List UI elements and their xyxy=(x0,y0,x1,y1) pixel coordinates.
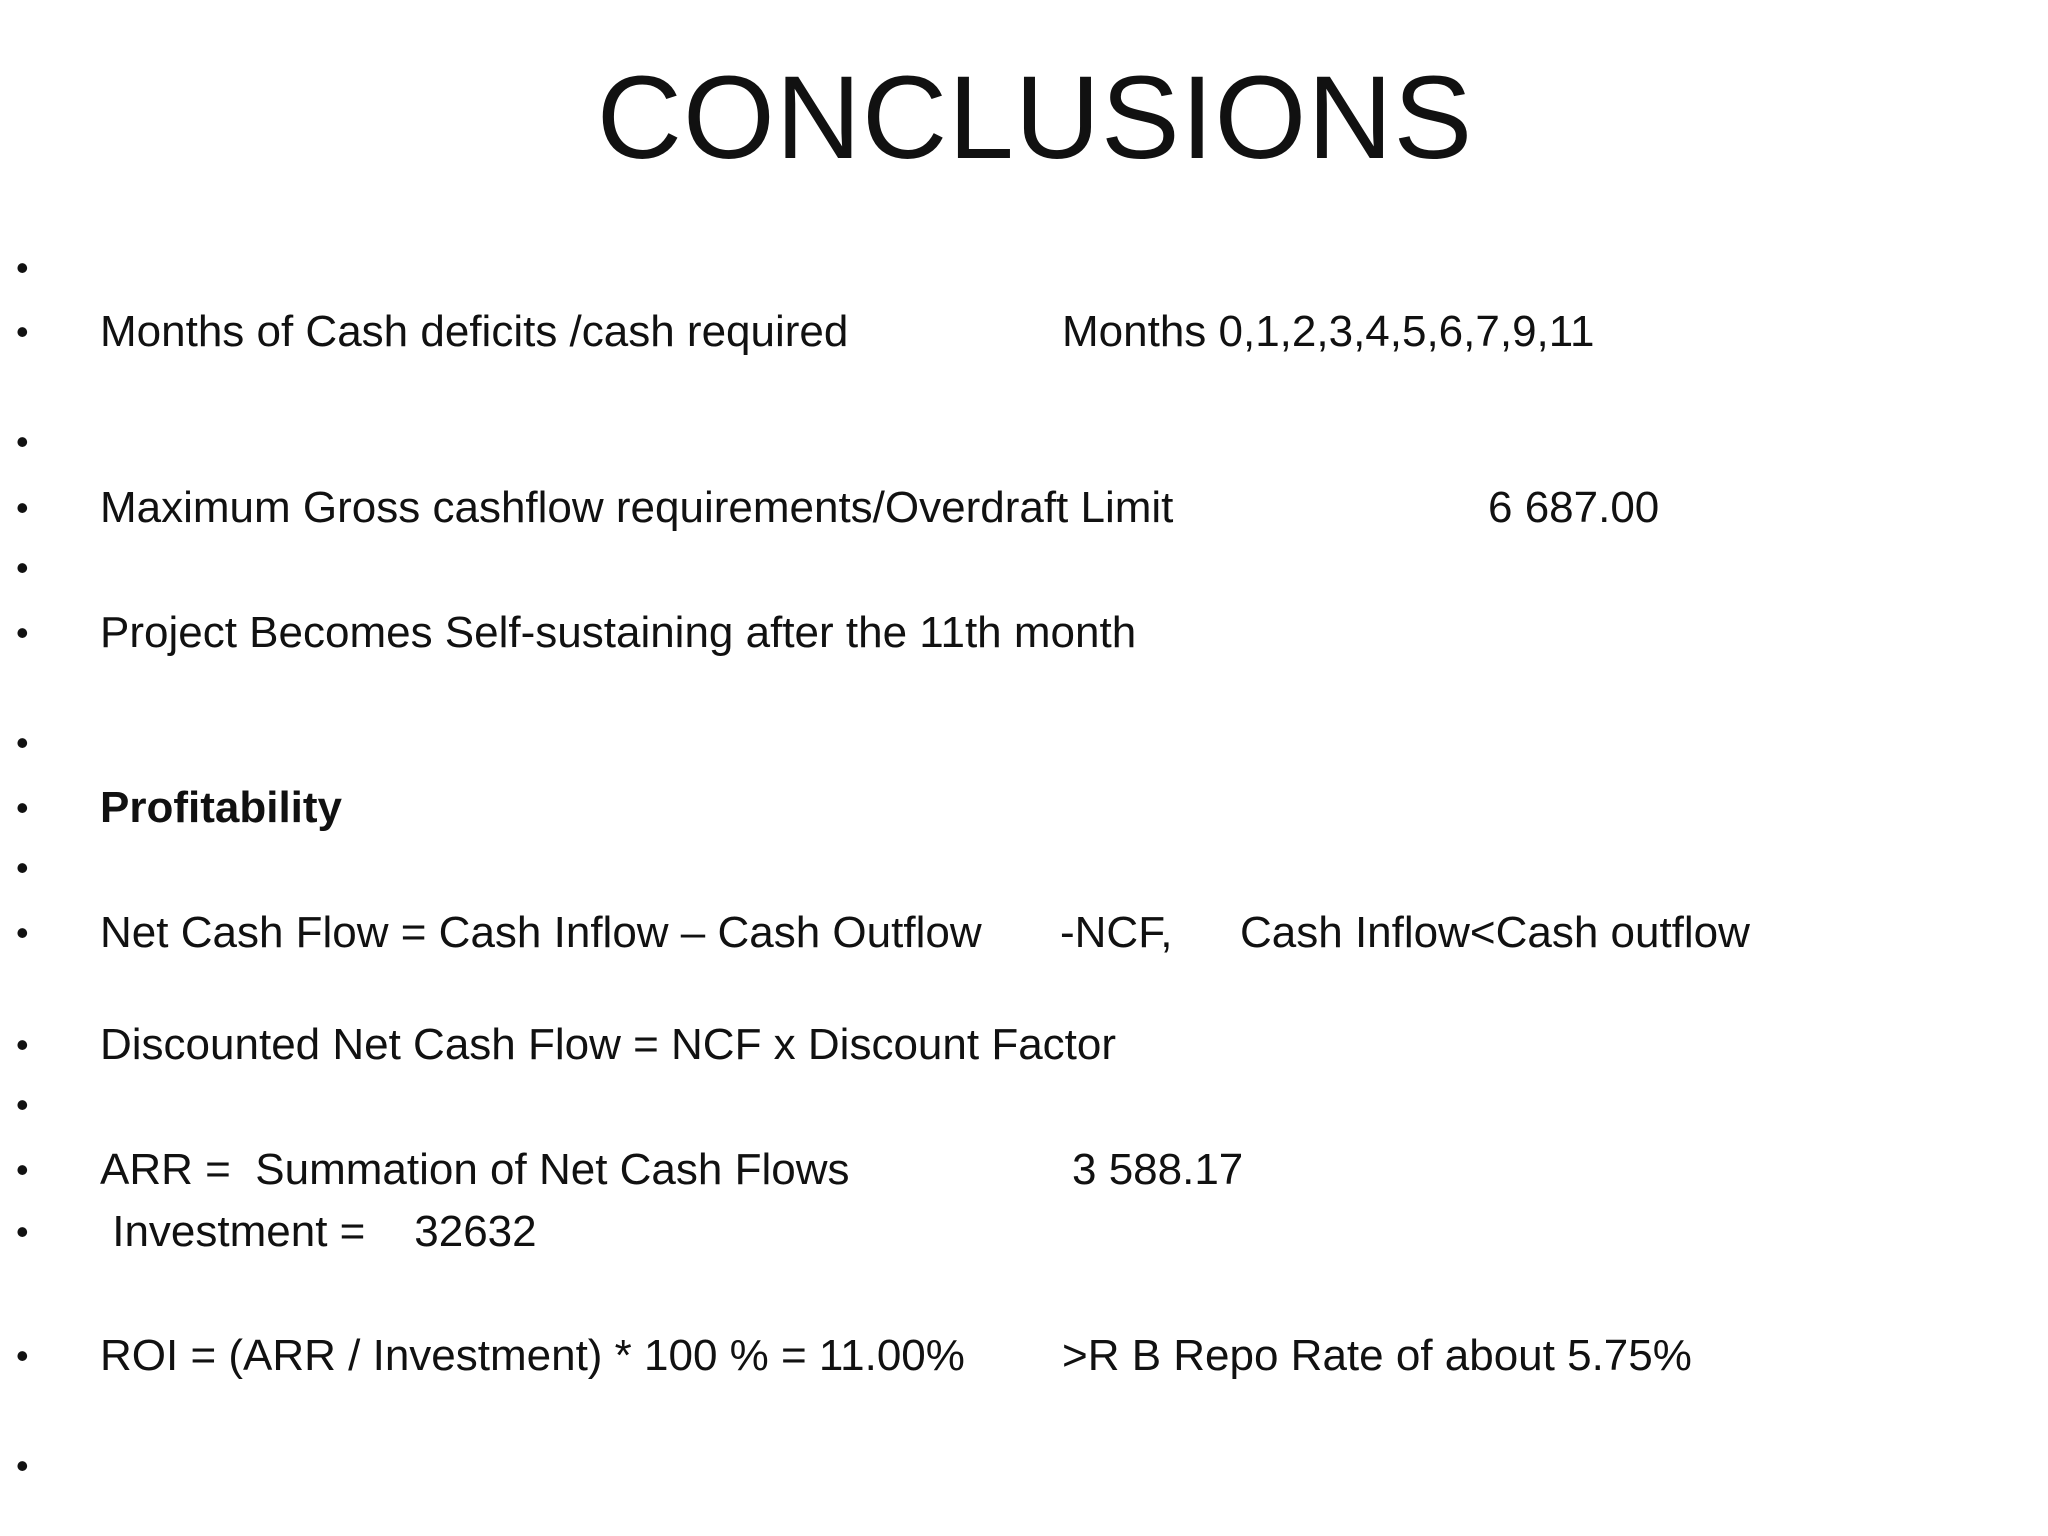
bullet-dot: • xyxy=(16,487,29,528)
arr-label: ARR = Summation of Net Cash Flows xyxy=(100,1145,850,1194)
roi-formula: ROI = (ARR / Investment) * 100 % = 11.00% xyxy=(100,1331,965,1380)
list-item xyxy=(0,713,2048,773)
list-item xyxy=(0,838,2048,898)
bullet-dot: • xyxy=(16,912,29,953)
bullet-dot: • xyxy=(16,1024,29,1065)
overdraft-label: Maximum Gross cashflow requirements/Overdraft Limit xyxy=(100,483,1174,532)
discounted-ncf-formula: Discounted Net Cash Flow = NCF x Discount Factor xyxy=(100,1020,1117,1069)
list-item xyxy=(0,603,2048,663)
bullet-dot: • xyxy=(16,1149,29,1190)
list-item xyxy=(0,1436,2048,1496)
investment-text: Investment = 32632 xyxy=(100,1207,537,1256)
profitability-heading: Profitability xyxy=(100,783,343,832)
list-item xyxy=(0,238,2048,298)
self-sustaining-text: Project Becomes Self-sustaining after the 11th month xyxy=(100,608,1137,657)
bullet-dot: • xyxy=(16,311,29,352)
bullet-dot: • xyxy=(16,247,29,288)
bullet-dot: • xyxy=(16,787,29,828)
repo-rate-comparison: >R B Repo Rate of about 5.75% xyxy=(1062,1331,1692,1380)
bullet-dot: • xyxy=(16,847,29,888)
bullet-dot: • xyxy=(16,1445,29,1486)
bullet-dot: • xyxy=(16,722,29,763)
bullet-dot: • xyxy=(16,612,29,653)
list-item xyxy=(0,1202,2048,1262)
overdraft-value: 6 687.00 xyxy=(1488,483,1660,532)
bullet-dot: • xyxy=(16,1211,29,1252)
cash-deficit-months: Months 0,1,2,3,4,5,6,7,9,11 xyxy=(1062,307,1595,356)
list-item xyxy=(0,1326,2048,1386)
bullet-dot: • xyxy=(16,1084,29,1125)
list-item xyxy=(0,903,2048,963)
list-item xyxy=(0,1140,2048,1200)
bullet-dot: • xyxy=(16,421,29,462)
slide-title: CONCLUSIONS xyxy=(596,52,1474,184)
cash-deficit-label: Months of Cash deficits /cash required xyxy=(100,307,849,356)
list-item xyxy=(0,478,2048,538)
net-cash-flow-formula: Net Cash Flow = Cash Inflow – Cash Outflow xyxy=(100,908,982,957)
net-cash-flow-ncf: -NCF, xyxy=(1060,908,1173,957)
net-cash-flow-condition: Cash Inflow<Cash outflow xyxy=(1240,908,1750,957)
list-item xyxy=(0,1015,2048,1075)
list-item xyxy=(0,1075,2048,1135)
bullet-dot: • xyxy=(16,1335,29,1376)
list-item xyxy=(0,302,2048,362)
list-item xyxy=(0,412,2048,472)
arr-value: 3 588.17 xyxy=(1072,1145,1244,1194)
list-item xyxy=(0,538,2048,598)
bullet-dot: • xyxy=(16,547,29,588)
list-item xyxy=(0,778,2048,838)
